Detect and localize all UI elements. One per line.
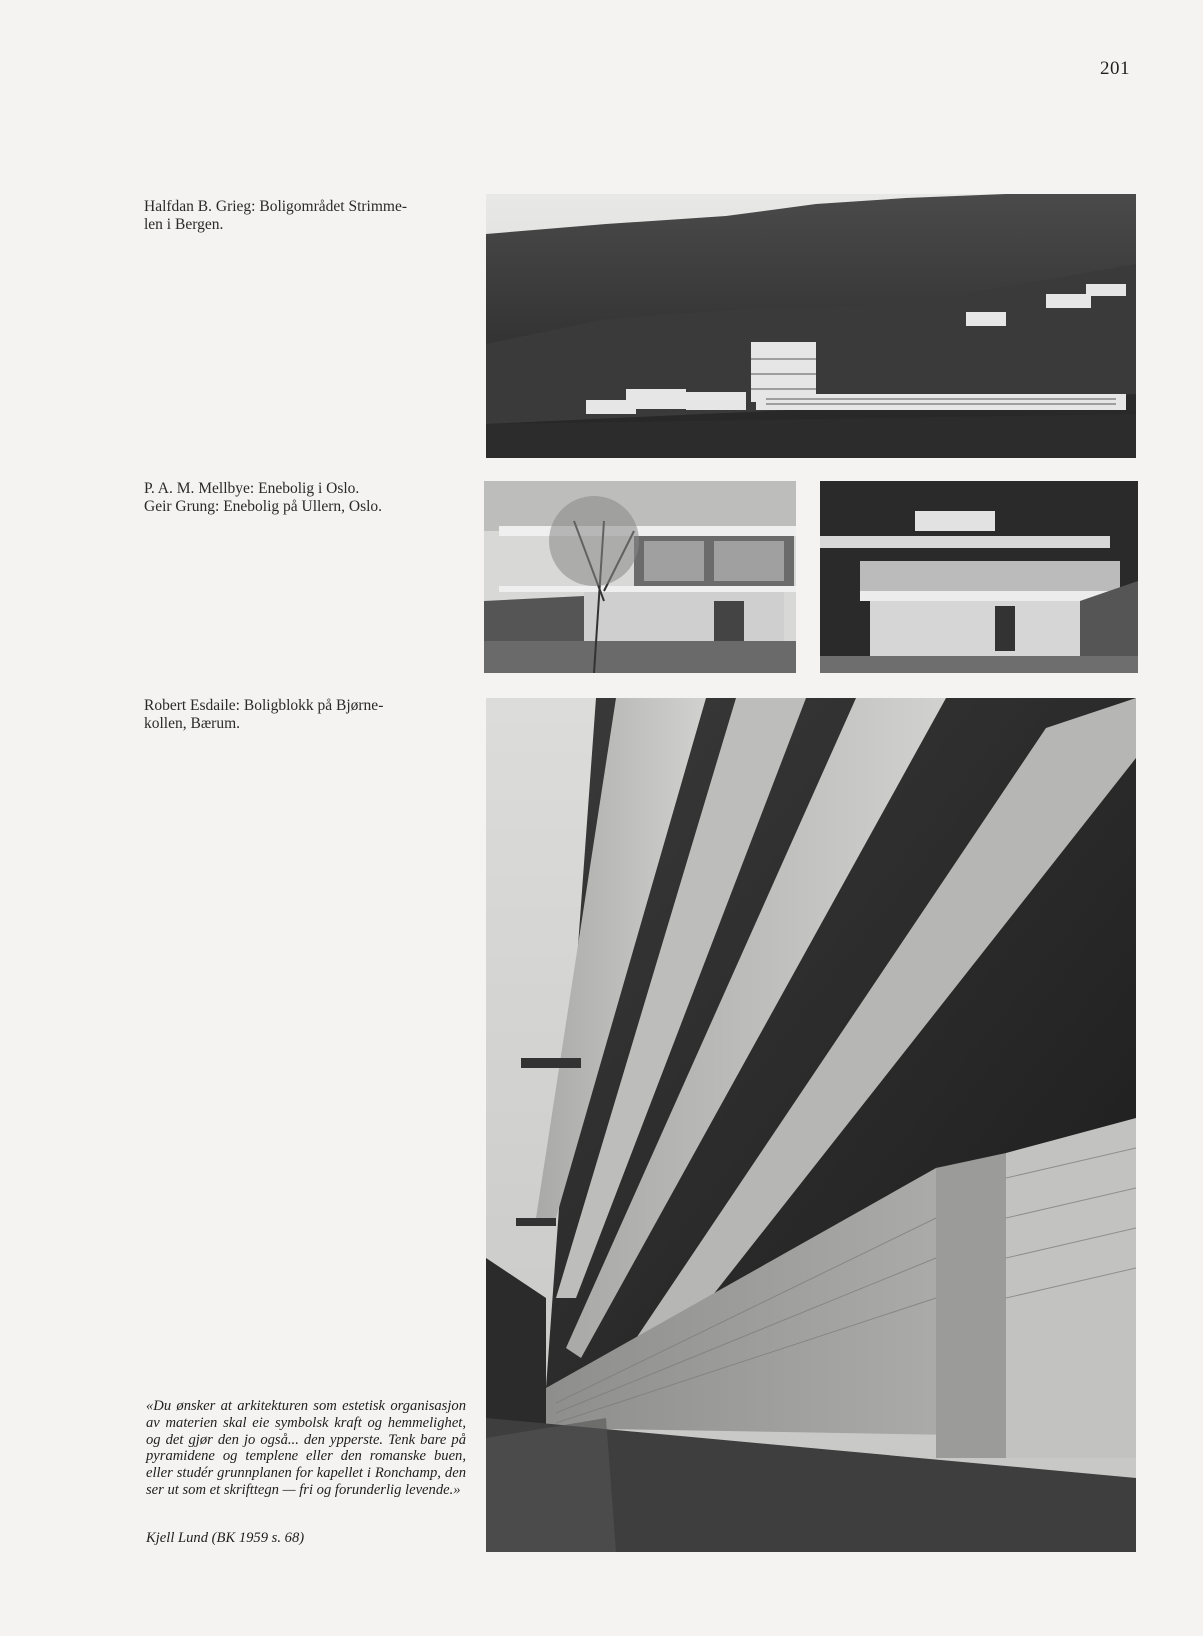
- photo-mellbye-house: [484, 481, 796, 673]
- caption-line: Robert Esdaile: Boligblokk på Bjørne-: [144, 697, 384, 714]
- photo-grung-house: [820, 481, 1138, 673]
- caption-line: len i Bergen.: [144, 215, 224, 233]
- caption-mellbye-grung: [144, 480, 382, 515]
- kjell-lund-quote: «Du ønsker at arkitekturen som estetisk organisasjon av materien skal eie symbolsk kraft og hemmelighet, og det gjør den jo også... den ypperste. Tenk bare på pyramidene og templene eller den romanske buen, eller studér grunnplanen for kapellet i Ronchamp, den ser ut som et skrifttegn — fri og forunderlig levende.»: [146, 1398, 466, 1498]
- photo-bjornekollen: [486, 698, 1136, 1552]
- caption-grieg: [144, 198, 407, 233]
- caption-line: kollen, Bærum.: [144, 714, 241, 732]
- quote-attribution: Kjell Lund (BK 1959 s. 68): [146, 1530, 305, 1546]
- photo-strimmelen: [486, 194, 1136, 458]
- page-number: 201: [1100, 58, 1130, 79]
- caption-line: Geir Grung: Enebolig på Ullern, Oslo.: [144, 497, 383, 515]
- caption-line: P. A. M. Mellbye: Enebolig i Oslo.: [144, 480, 360, 497]
- caption-esdaile: [144, 697, 383, 732]
- caption-line: Halfdan B. Grieg: Boligområdet Strimme-: [144, 198, 408, 215]
